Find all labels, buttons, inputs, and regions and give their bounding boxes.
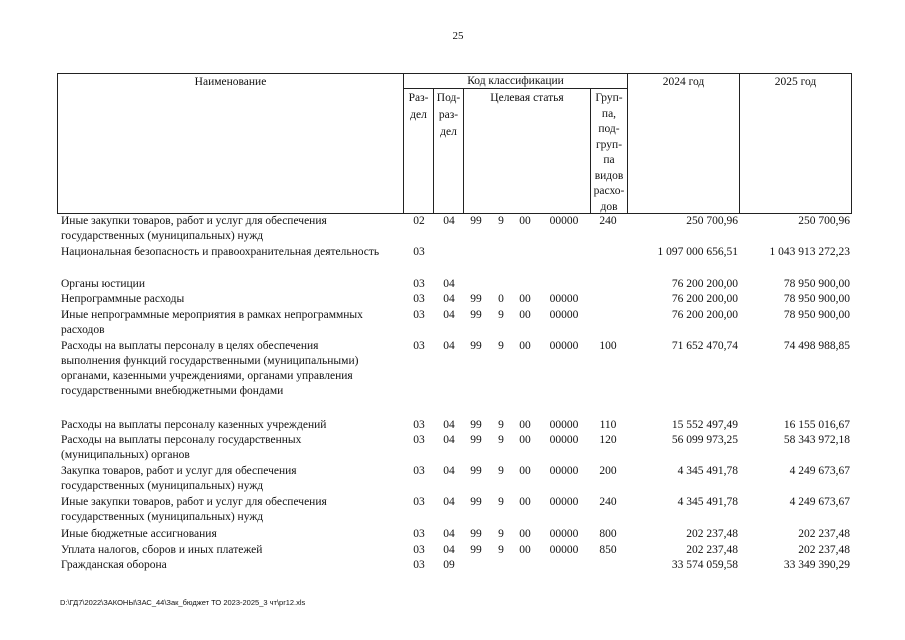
row-cs2: 9 [498, 419, 504, 431]
row-y2024: 202 237,48 [686, 528, 738, 540]
row-y2025: 78 950 900,00 [783, 309, 850, 321]
row-y2025: 16 155 016,67 [783, 419, 850, 431]
row-podrazdel: 04 [443, 340, 455, 352]
row-cs1: 99 [470, 340, 482, 352]
row-podrazdel: 04 [443, 278, 455, 290]
header-code-group: Код классификации [467, 75, 564, 87]
header-section-line: дел [410, 109, 427, 121]
row-cs4: 00000 [549, 215, 579, 227]
row-razdel: 03 [413, 465, 425, 477]
header-code-group-cell [403, 73, 628, 89]
header-section-line: Раз- [408, 92, 429, 104]
row-vr: 200 [599, 465, 617, 477]
row-vr: 240 [599, 215, 617, 227]
row-y2024: 71 652 470,74 [671, 340, 738, 352]
row-cs2: 9 [498, 309, 504, 321]
row-name-line: Иные закупки товаров, работ и услуг для обеспечения [61, 215, 327, 227]
row-y2024: 4 345 491,78 [677, 465, 738, 477]
row-name [61, 245, 401, 260]
row-podrazdel: 04 [443, 465, 455, 477]
row-razdel: 03 [413, 559, 425, 571]
row-podrazdel: 04 [443, 293, 455, 305]
row-name-line: Иные бюджетные ассигнования [61, 528, 217, 540]
row-name-line: Расходы на выплаты персоналу в целях обеспечения [61, 340, 319, 352]
row-name-line: государственными внебюджетными фондами [61, 385, 284, 397]
row-y2024: 56 099 973,25 [671, 434, 738, 446]
header-subsection-line: раз- [438, 109, 459, 121]
row-name [61, 339, 401, 399]
row-razdel: 03 [413, 419, 425, 431]
row-name-line: государственных (муниципальных) нужд [61, 511, 264, 523]
row-y2024: 76 200 200,00 [671, 278, 738, 290]
row-podrazdel: 04 [443, 309, 455, 321]
header-year1: 2024 год [662, 76, 705, 88]
row-cs3: 00 [519, 544, 531, 556]
row-razdel: 03 [413, 340, 425, 352]
row-name-line: Непрограммные расходы [61, 293, 185, 305]
row-cs2: 9 [498, 496, 504, 508]
header-expense-group-line: Груп- [595, 92, 623, 104]
row-cs2: 9 [498, 465, 504, 477]
row-razdel: 02 [413, 215, 425, 227]
row-cs2: 9 [498, 340, 504, 352]
page-number: 25 [452, 30, 464, 42]
row-cs1: 99 [470, 496, 482, 508]
row-name [61, 464, 401, 494]
row-y2025: 4 249 673,67 [789, 465, 850, 477]
row-name-line: (муниципальных) органов [61, 449, 190, 461]
row-cs4: 00000 [549, 340, 579, 352]
row-y2025: 78 950 900,00 [783, 293, 850, 305]
row-name-line: Иные непрограммные мероприятия в рамках непрограммных [61, 309, 363, 321]
row-y2024: 1 097 000 656,51 [657, 246, 738, 258]
row-razdel: 03 [413, 309, 425, 321]
row-cs1: 99 [470, 419, 482, 431]
row-y2025: 1 043 913 272,23 [769, 246, 850, 258]
row-razdel: 03 [413, 434, 425, 446]
header-target-article-cell [463, 88, 591, 214]
row-podrazdel: 04 [443, 496, 455, 508]
header-expense-group-line: па, [601, 107, 617, 120]
row-name-line: выполнения функций государственными (муниципальными) [61, 355, 359, 367]
row-cs1: 99 [470, 544, 482, 556]
row-cs1: 99 [470, 293, 482, 305]
row-name-line: Уплата налогов, сборов и иных платежей [61, 544, 263, 556]
row-name [61, 433, 401, 463]
row-name [61, 214, 401, 244]
row-y2025: 58 343 972,18 [783, 434, 850, 446]
row-cs2: 9 [498, 434, 504, 446]
header-year1-cell [627, 73, 740, 214]
row-y2025: 33 349 390,29 [783, 559, 850, 571]
row-cs1: 99 [470, 528, 482, 540]
row-name-line: Национальная безопасность и правоохранительная деятельность [61, 246, 380, 258]
row-name-line: Закупка товаров, работ и услуг для обеспечения [61, 465, 297, 477]
row-cs4: 00000 [549, 465, 579, 477]
row-name-line: Расходы на выплаты персоналу государственных [61, 434, 302, 446]
row-y2025: 202 237,48 [798, 528, 850, 540]
row-y2024: 202 237,48 [686, 544, 738, 556]
row-y2024: 76 200 200,00 [671, 293, 738, 305]
header-subsection-line: дел [440, 126, 457, 138]
row-name-line: расходов [61, 324, 105, 336]
row-cs3: 00 [519, 309, 531, 321]
header-subsection-line: Под- [436, 92, 461, 104]
header-expense-group-cell [590, 88, 628, 214]
row-vr: 110 [599, 419, 617, 431]
row-vr: 120 [599, 434, 617, 446]
header-year2: 2025 год [774, 76, 817, 88]
row-razdel: 03 [413, 246, 425, 258]
row-y2025: 78 950 900,00 [783, 278, 850, 290]
header-target-article: Целевая статья [490, 92, 564, 104]
row-cs4: 00000 [549, 496, 579, 508]
row-name [61, 543, 401, 558]
row-podrazdel: 04 [443, 434, 455, 446]
header-expense-group-line: груп- [595, 138, 623, 151]
row-cs3: 00 [519, 496, 531, 508]
header-expense-group-line: па [603, 154, 615, 166]
row-razdel: 03 [413, 293, 425, 305]
row-cs4: 00000 [549, 434, 579, 446]
row-cs3: 00 [519, 528, 531, 540]
header-expense-group-line: видов [594, 169, 624, 182]
row-name [61, 292, 401, 307]
header-subsection-cell [433, 88, 464, 214]
row-vr: 240 [599, 496, 617, 508]
row-razdel: 03 [413, 496, 425, 508]
row-y2025: 250 700,96 [798, 215, 850, 227]
row-y2025: 4 249 673,67 [789, 496, 850, 508]
row-y2024: 33 574 059,58 [671, 559, 738, 571]
footer-file-path: D:\ГД7\2022\ЗАКОНЫ\ЗАС_44\Зак_бюджет ТО 2023-2025_3 чт\pr12.xls [60, 598, 306, 607]
row-cs3: 00 [519, 419, 531, 431]
row-name-line: государственных (муниципальных) нужд [61, 230, 264, 242]
row-y2025: 74 498 988,85 [783, 340, 850, 352]
row-cs2: 9 [498, 544, 504, 556]
row-name-line: Гражданская оборона [61, 559, 167, 571]
row-cs4: 00000 [549, 309, 579, 321]
row-name [61, 418, 401, 433]
row-razdel: 03 [413, 528, 425, 540]
row-cs3: 00 [519, 215, 531, 227]
row-podrazdel: 04 [443, 419, 455, 431]
header-section-cell [403, 88, 434, 214]
row-name [61, 527, 401, 542]
row-cs4: 00000 [549, 419, 579, 431]
row-razdel: 03 [413, 544, 425, 556]
row-cs4: 00000 [549, 544, 579, 556]
row-name [61, 308, 401, 338]
row-y2025: 202 237,48 [798, 544, 850, 556]
row-vr: 850 [599, 544, 617, 556]
row-cs4: 00000 [549, 528, 579, 540]
header-year2-cell [739, 73, 852, 214]
row-cs3: 00 [519, 340, 531, 352]
row-name-line: государственных (муниципальных) нужд [61, 480, 264, 492]
row-cs2: 0 [498, 293, 504, 305]
header-name-cell [57, 73, 404, 214]
row-name-line: Органы юстиции [61, 278, 145, 290]
header-expense-group-line: расхо- [593, 185, 625, 197]
row-podrazdel: 09 [443, 559, 455, 571]
row-y2024: 4 345 491,78 [677, 496, 738, 508]
row-name-line: Иные закупки товаров, работ и услуг для обеспечения [61, 496, 327, 508]
row-podrazdel: 04 [443, 528, 455, 540]
row-razdel: 03 [413, 278, 425, 290]
row-vr: 100 [599, 340, 617, 352]
row-podrazdel: 04 [443, 215, 455, 227]
row-cs4: 00000 [549, 293, 579, 305]
row-name-line: органами, казенными учреждениями, органами управления [61, 370, 353, 382]
row-cs2: 9 [498, 528, 504, 540]
row-name [61, 277, 401, 292]
row-cs1: 99 [470, 434, 482, 446]
header-expense-group-line: дов [600, 200, 618, 213]
row-vr: 800 [599, 528, 617, 540]
row-cs1: 99 [470, 465, 482, 477]
row-cs1: 99 [470, 215, 482, 227]
row-name-line: Расходы на выплаты персоналу казенных учреждений [61, 419, 327, 431]
row-cs3: 00 [519, 465, 531, 477]
row-y2024: 250 700,96 [686, 215, 738, 227]
header-name: Наименование [194, 76, 267, 88]
row-cs3: 00 [519, 293, 531, 305]
row-name [61, 558, 401, 573]
row-y2024: 76 200 200,00 [671, 309, 738, 321]
row-cs1: 99 [470, 309, 482, 321]
row-y2024: 15 552 497,49 [671, 419, 738, 431]
row-cs2: 9 [498, 215, 504, 227]
row-cs3: 00 [519, 434, 531, 446]
header-expense-group-line: под- [598, 123, 620, 135]
row-podrazdel: 04 [443, 544, 455, 556]
row-name [61, 495, 401, 525]
